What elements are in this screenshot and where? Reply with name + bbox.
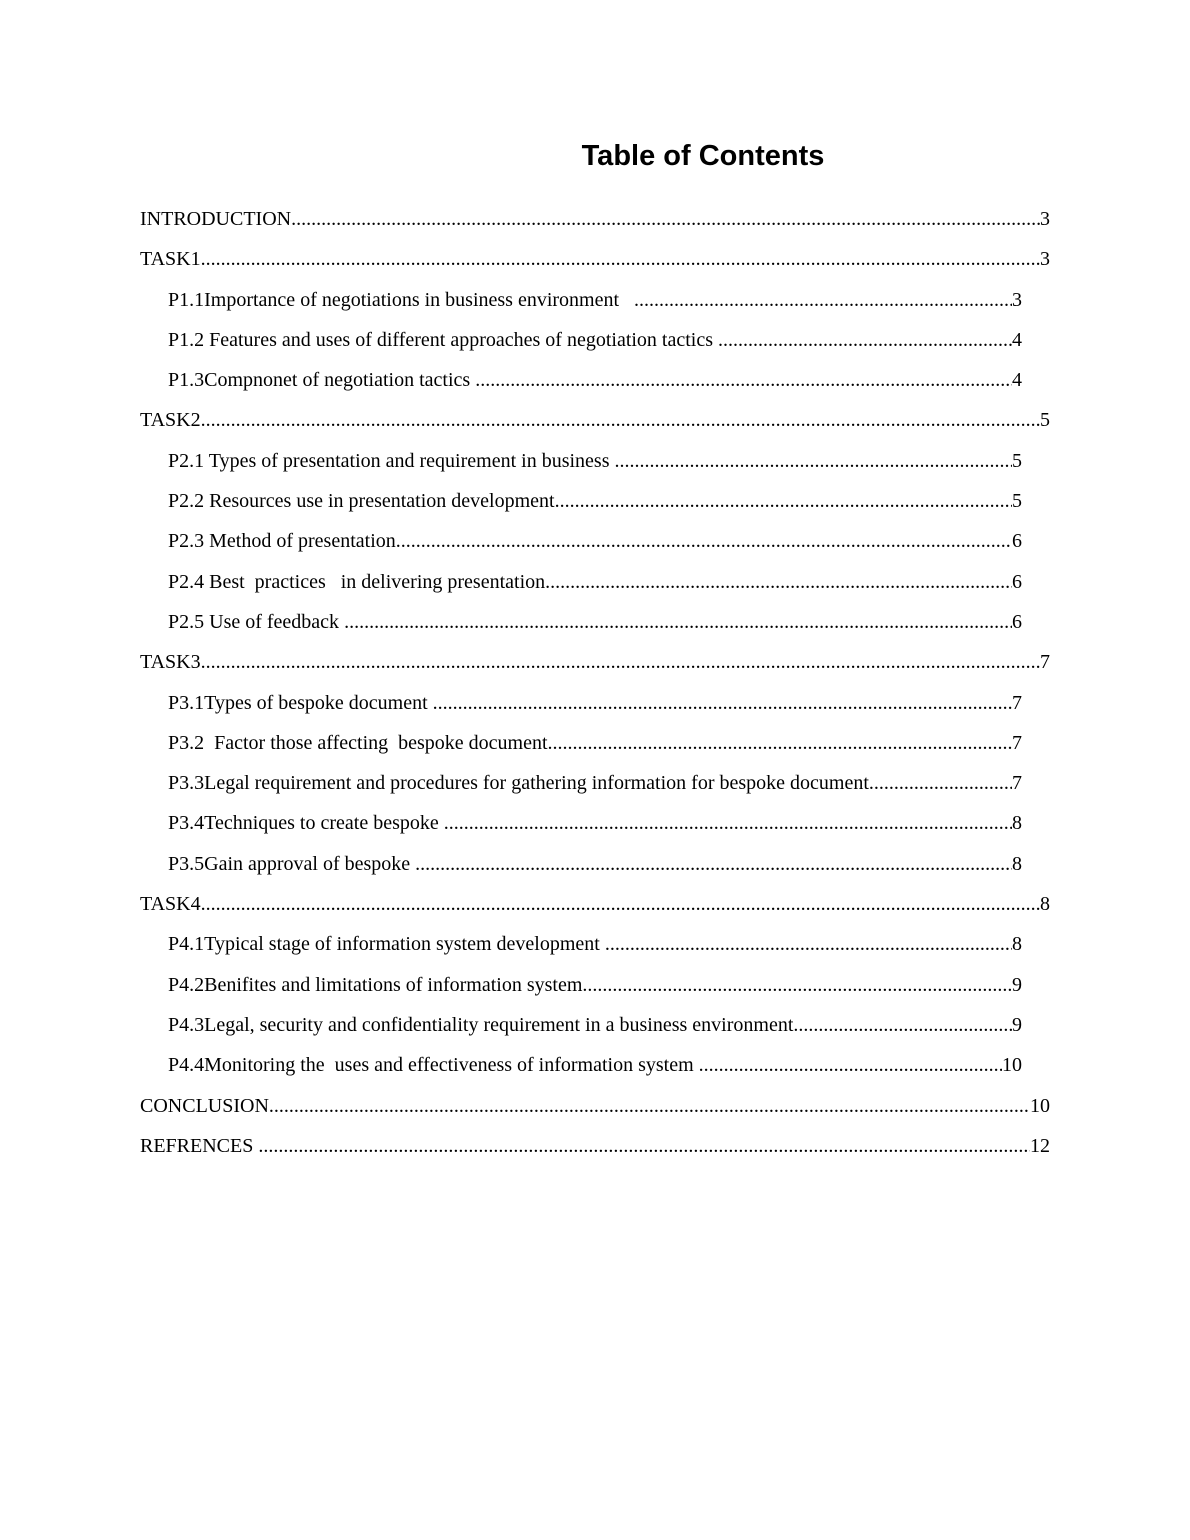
toc-entry[interactable]	[168, 325, 1022, 365]
toc-entry[interactable]	[140, 889, 1050, 929]
toc-entry-page: 7	[1012, 772, 1022, 795]
toc-entry-label: P3.3Legal requirement and procedures for gathering information for bespoke document	[168, 772, 869, 795]
toc-entry-label: REFRENCES	[140, 1134, 259, 1157]
toc-leader-dots	[396, 526, 1012, 556]
toc-entry-page: 5	[1012, 449, 1022, 472]
toc-entry-label: TASK2	[140, 409, 201, 432]
toc-entry-label: P2.5 Use of feedback	[168, 610, 345, 633]
toc-entry-page: 7	[1012, 731, 1022, 754]
toc-entry-page: 4	[1012, 328, 1022, 351]
toc-entry-page: 3	[1012, 288, 1022, 311]
toc-leader-dots	[201, 647, 1040, 677]
toc-entry-label: P3.4Techniques to create bespoke	[168, 812, 444, 835]
toc-entry[interactable]	[140, 1131, 1050, 1171]
toc-entry-page: 8	[1012, 933, 1022, 956]
toc-entry-label: P2.2 Resources use in presentation development	[168, 490, 555, 513]
toc-leader-dots	[201, 405, 1040, 435]
toc-leader-dots	[201, 244, 1040, 274]
toc-entry[interactable]	[168, 970, 1022, 1010]
toc-leader-dots	[344, 607, 1012, 637]
toc-entry[interactable]	[168, 929, 1022, 969]
toc-entry[interactable]	[168, 768, 1022, 808]
toc-leader-dots	[258, 1131, 1030, 1161]
toc-leader-dots	[555, 486, 1012, 516]
toc-leader-dots	[201, 889, 1040, 919]
toc-leader-dots	[548, 728, 1012, 758]
toc-entry[interactable]	[168, 849, 1022, 889]
toc-entry-label: TASK4	[140, 893, 201, 916]
toc-entry-page: 3	[1040, 208, 1050, 230]
toc-entry[interactable]	[168, 285, 1022, 325]
toc-entry-page: 7	[1040, 651, 1050, 674]
toc-entry-label: CONCLUSION	[140, 1094, 269, 1117]
toc-leader-dots	[793, 1010, 1012, 1040]
toc-entry-page: 7	[1012, 691, 1022, 714]
toc-entry[interactable]	[168, 607, 1022, 647]
toc-entry[interactable]	[168, 1010, 1022, 1050]
toc-entry-page: 8	[1012, 852, 1022, 875]
toc-leader-dots	[605, 929, 1012, 959]
toc-leader-dots	[291, 204, 1040, 234]
toc-entry-page: 8	[1012, 812, 1022, 835]
toc-entry-page: 10	[1002, 1054, 1022, 1077]
toc-leader-dots	[475, 365, 1012, 395]
toc-entry[interactable]	[168, 365, 1022, 405]
toc-leader-dots	[444, 808, 1012, 838]
toc-entry-label: INTRODUCTION	[140, 208, 292, 230]
toc-entry-label: P4.3Legal, security and confidentiality requirement in a business environment	[168, 1013, 794, 1036]
toc-entry[interactable]	[168, 808, 1022, 848]
toc-entry[interactable]	[140, 204, 1050, 244]
toc-entry[interactable]	[168, 446, 1022, 486]
toc-entry[interactable]	[140, 1091, 1050, 1131]
toc-entry-label: P2.4 Best practices in delivering presentation	[168, 570, 546, 593]
toc-entry[interactable]	[140, 244, 1050, 284]
toc-leader-dots	[269, 1091, 1030, 1121]
toc-entry[interactable]	[168, 728, 1022, 768]
toc-entry[interactable]	[168, 567, 1022, 607]
toc-entry[interactable]	[168, 526, 1022, 566]
toc-leader-dots	[869, 768, 1012, 798]
page-title: Table of Contents	[581, 140, 825, 172]
toc-entry[interactable]	[140, 405, 1050, 445]
toc-entry-page: 9	[1012, 973, 1022, 996]
toc-leader-dots	[614, 446, 1012, 476]
toc-entry-label: P1.1Importance of negotiations in business environment	[168, 288, 635, 311]
toc-entry-label: P4.2Benifites and limitations of information system	[168, 973, 583, 996]
toc-entry-label: P1.3Compnonet of negotiation tactics	[168, 369, 476, 392]
toc-leader-dots	[433, 688, 1012, 718]
toc-entry-page: 6	[1012, 570, 1022, 593]
toc-entry-label: P3.2 Factor those affecting bespoke document	[168, 731, 548, 754]
toc-leader-dots	[699, 1050, 1002, 1080]
toc-leader-dots	[545, 567, 1012, 597]
toc-entry-label: P2.3 Method of presentation	[168, 530, 396, 553]
toc-entry-page: 6	[1012, 610, 1022, 633]
toc-entry-label: P4.1Typical stage of information system development	[168, 933, 605, 956]
toc-entry[interactable]	[168, 688, 1022, 728]
toc-entry[interactable]	[140, 647, 1050, 687]
toc-entry-page: 5	[1040, 409, 1050, 432]
toc-entry-page: 5	[1012, 490, 1022, 513]
table-of-contents	[140, 204, 1050, 1171]
toc-entry-label: TASK1	[140, 248, 201, 271]
toc-entry-page: 8	[1040, 893, 1050, 916]
toc-entry-page: 6	[1012, 530, 1022, 553]
toc-entry[interactable]	[168, 486, 1022, 526]
toc-entry-label: TASK3	[140, 651, 201, 674]
toc-entry-page: 4	[1012, 369, 1022, 392]
toc-entry-page: 12	[1030, 1134, 1050, 1157]
toc-entry-page: 3	[1040, 248, 1050, 271]
toc-leader-dots	[582, 970, 1012, 1000]
toc-entry-label: P4.4Monitoring the uses and effectiveness of information system	[168, 1054, 699, 1077]
toc-entry-label: P1.2 Features and uses of different approaches of negotiation tactics	[168, 328, 719, 351]
toc-entry-label: P2.1 Types of presentation and requirement in business	[168, 449, 615, 472]
toc-leader-dots	[634, 285, 1012, 315]
toc-entry-label: P3.1Types of bespoke document	[168, 691, 433, 714]
toc-leader-dots	[415, 849, 1012, 879]
toc-entry-label: P3.5Gain approval of bespoke	[168, 852, 416, 875]
toc-entry[interactable]	[168, 1050, 1022, 1090]
toc-leader-dots	[718, 325, 1012, 355]
toc-entry-page: 9	[1012, 1013, 1022, 1036]
toc-entry-page: 10	[1030, 1094, 1050, 1117]
